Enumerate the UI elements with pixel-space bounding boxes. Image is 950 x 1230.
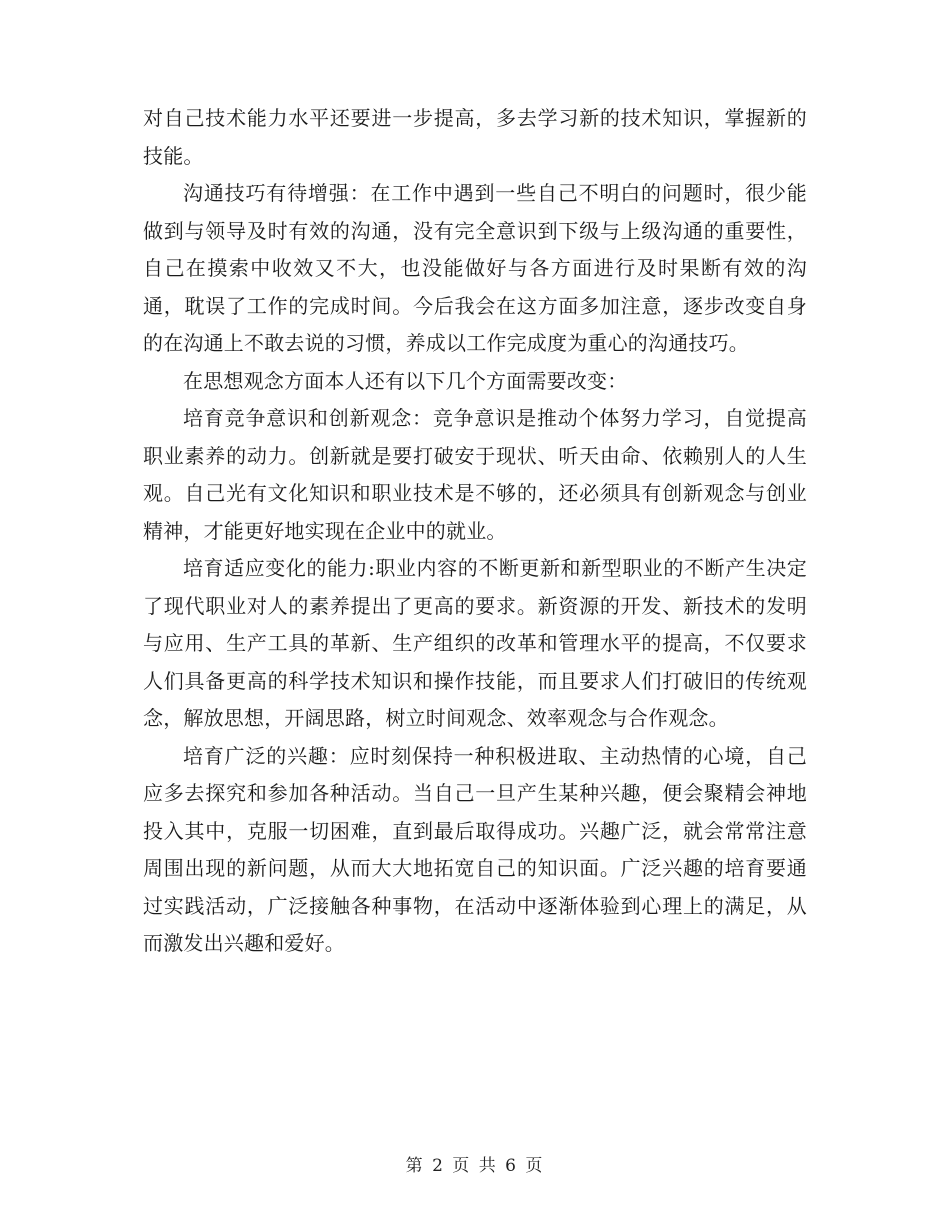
- document-body: [143, 100, 807, 963]
- paragraph-4: 培育竞争意识和创新观念：竞争意识是推动个体努力学习，自觉提高职业素养的动力。创新就是要打破安于现状、听天由命、依赖别人的人生观。自己光有文化知识和职业技术是不够的，还必须具有创新观念与创业精神，才能更好地实现在企业中的就业。: [143, 406, 807, 543]
- paragraph-5: 培育适应变化的能力:职业内容的不断更新和新型职业的不断产生决定了现代职业对人的素养提出了更高的要求。新资源的开发、新技术的发明与应用、生产工具的革新、生产组织的改革和管理水平的提高，不仅要求人们具备更高的科学技术知识和操作技能，而且要求人们打破旧的传统观念，解放思想，开阔思路，树立时间观念、效率观念与合作观念。: [143, 556, 807, 730]
- page-number-footer: 第 2 页 共 6 页: [405, 1156, 545, 1176]
- paragraph-2: 沟通技巧有待增强：在工作中遇到一些自己不明白的问题时，很少能做到与领导及时有效的沟通，没有完全意识到下级与上级沟通的重要性，自己在摸索中收效又不大，也没能做好与各方面进行及时果断有效的沟通，耽误了工作的完成时间。今后我会在这方面多加注意，逐步改变自身的在沟通上不敢去说的习惯，养成以工作完成度为重心的沟通技巧。: [143, 181, 807, 355]
- paragraph-3: 在思想观念方面本人还有以下几个方面需要改变：: [183, 368, 628, 393]
- paragraph-1: 对自己技术能力水平还要进一步提高，多去学习新的技术知识，掌握新的技能。: [143, 106, 807, 168]
- paragraph-6: 培育广泛的兴趣：应时刻保持一种积极进取、主动热情的心境，自己应多去探究和参加各种活动。当自己一旦产生某种兴趣，便会聚精会神地投入其中，克服一切困难，直到最后取得成功。兴趣广泛，就会常常注意周围出现的新问题，从而大大地拓宽自己的知识面。广泛兴趣的培育要通过实践活动，广泛接触各种事物，在活动中逐渐体验到心理上的满足，从而激发出兴趣和爱好。: [143, 743, 807, 955]
